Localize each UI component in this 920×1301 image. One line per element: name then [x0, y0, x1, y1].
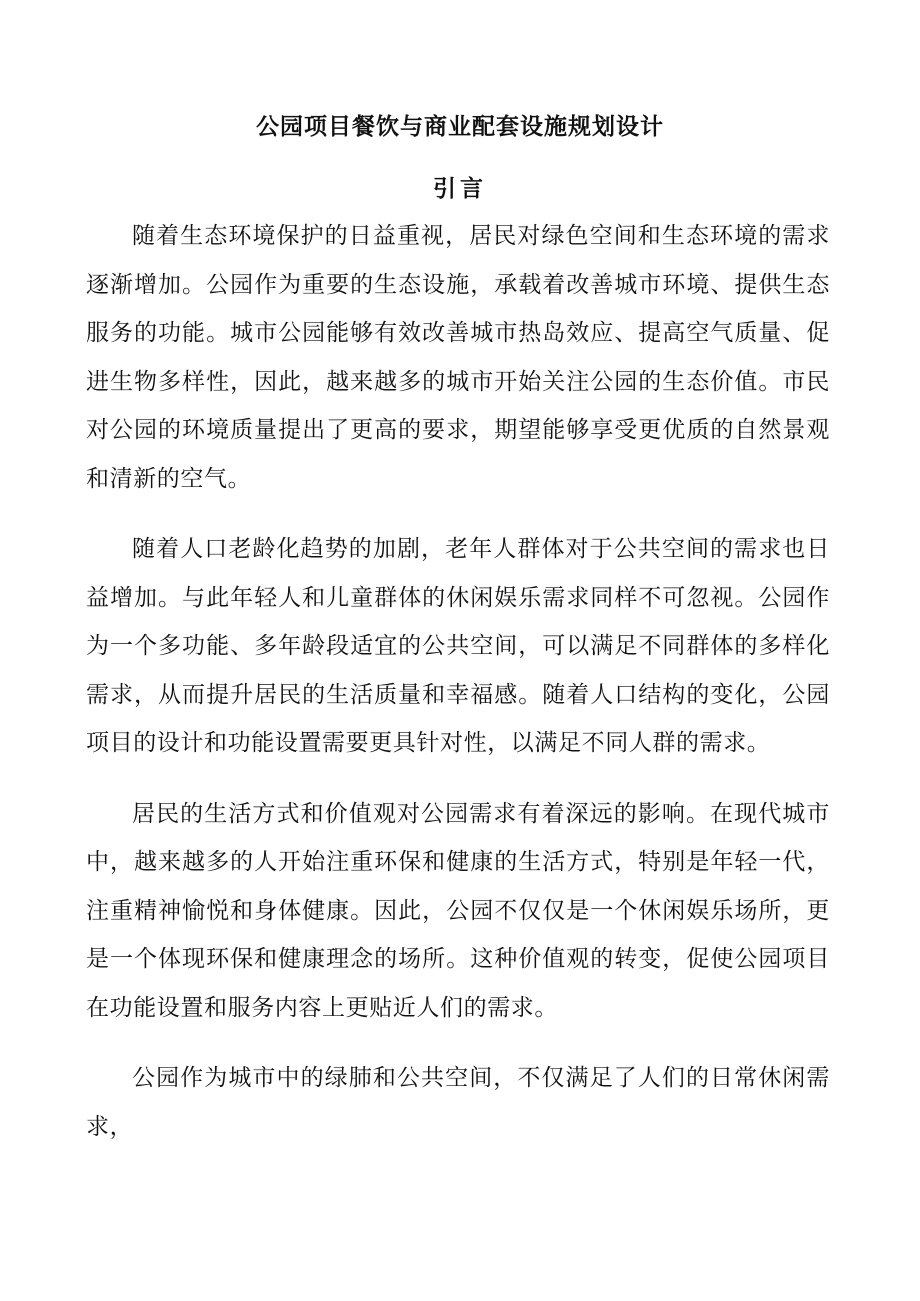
paragraph: 公园作为城市中的绿肺和公共空间，不仅满足了人们的日常休闲需求， — [86, 1065, 830, 1140]
paragraph: 随着生态环境保护的日益重视，居民对绿色空间和生态环境的需求逐渐增加。公园作为重要的生态设施，承载着改善城市环境、提供生态服务的功能。城市公园能够有效改善城市热岛效应、提高空气质量、促进生物多样性，因此，越来越多的城市开始关注公园的生态价值。市民对公园的环境质量提出了更高的要求，期望能够享受更优质的自然景观和清新的空气。 — [86, 223, 830, 492]
document-body — [86, 212, 830, 1173]
document-title: 公园项目餐饮与商业配套设施规划设计 — [256, 113, 664, 140]
paragraph: 居民的生活方式和价值观对公园需求有着深远的影响。在现代城市中，越来越多的人开始注重环保和健康的生活方式，特别是年轻一代，注重精神愉悦和身体健康。因此，公园不仅仅是一个休闲娱乐场所，更是一个体现环保和健康理念的场所。这种价值观的转变，促使公园项目在功能设置和服务内容上更贴近人们的需求。 — [86, 800, 830, 1021]
section-heading-introduction: 引言 — [433, 175, 487, 202]
paragraph: 随着人口老龄化趋势的加剧，老年人群体对于公共空间的需求也日益增加。与此年轻人和儿童群体的休闲娱乐需求同样不可忽视。公园作为一个多功能、多年龄段适宜的公共空间，可以满足不同群体的多样化需求，从而提升居民的生活质量和幸福感。随着人口结构的变化，公园项目的设计和功能设置需要更具针对性，以满足不同人群的需求。 — [86, 536, 830, 756]
